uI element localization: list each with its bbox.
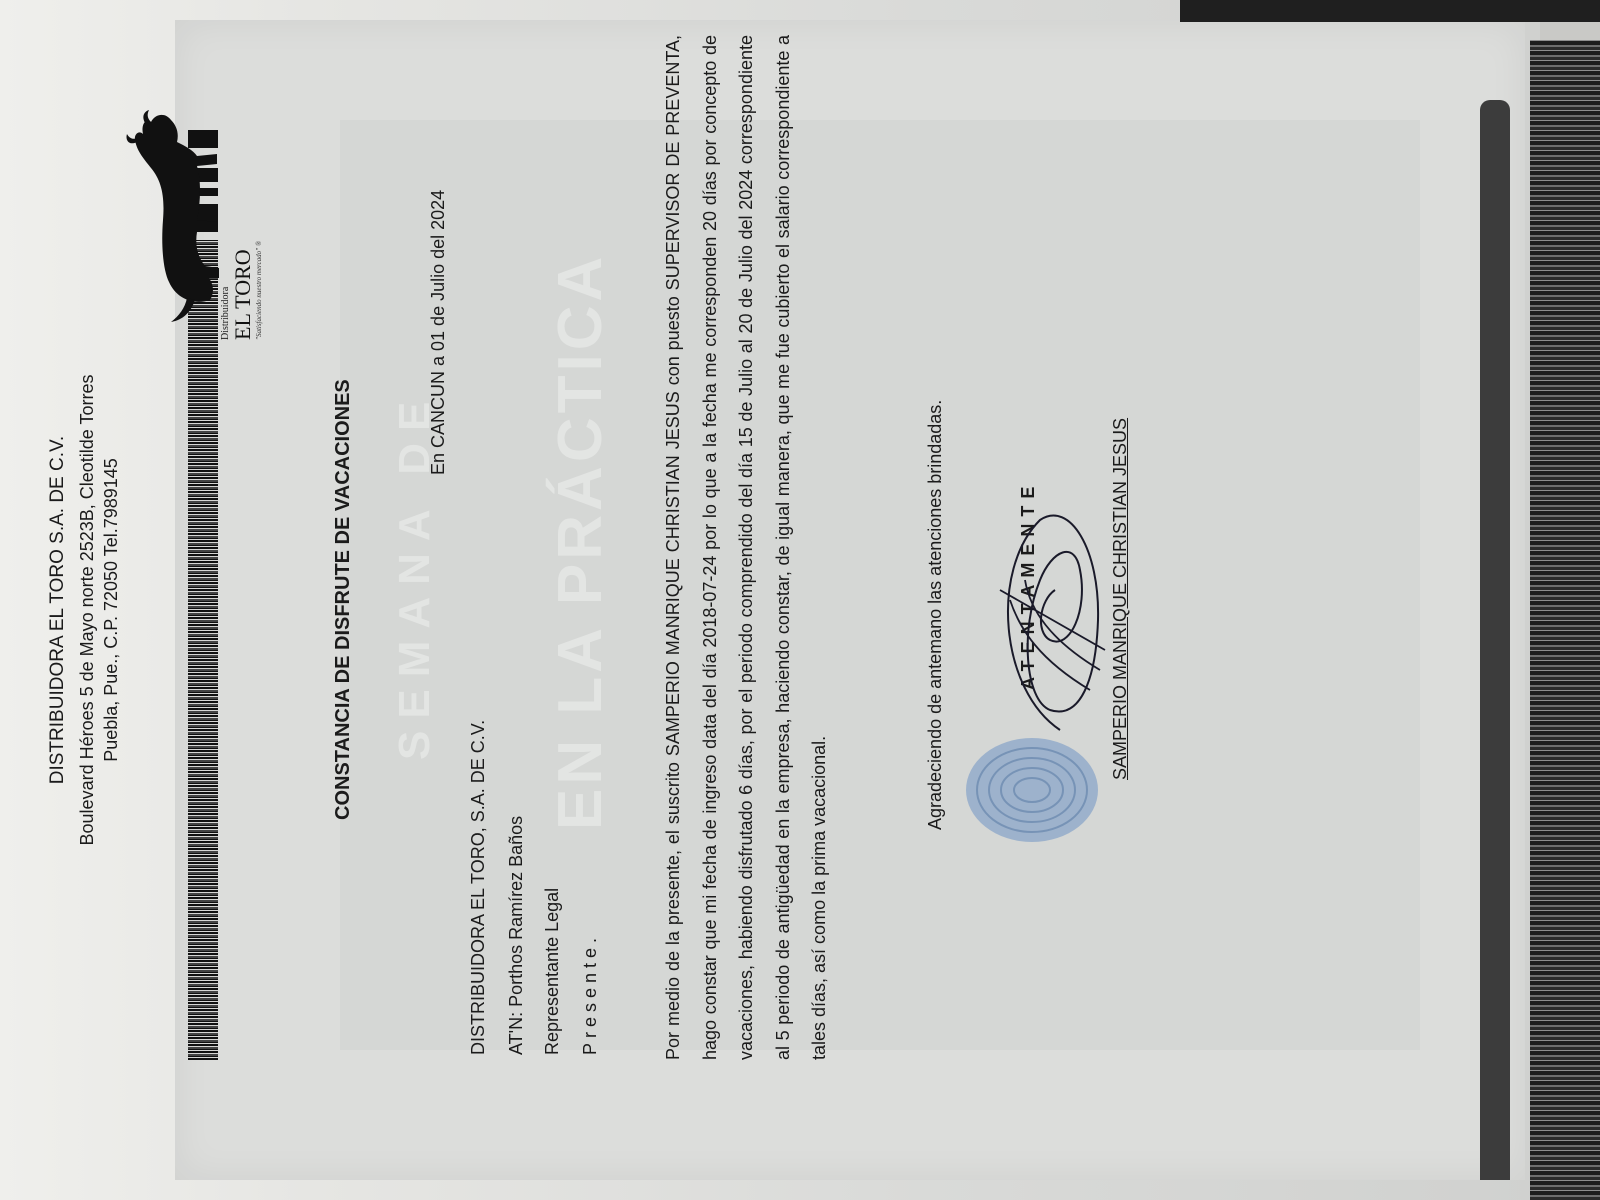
page-edge-band <box>1480 100 1510 1180</box>
underlying-printout-edge <box>1530 40 1600 1200</box>
recipient-company: DISTRIBUIDORA EL TORO, S.A. DE C.V. <box>468 719 488 1055</box>
logo-tagline: "Satisfaciendo nuestro mercado" ® <box>255 240 263 340</box>
recipient-attention: AT'N: Porthos Ramírez Baños <box>506 815 526 1055</box>
recipient-role: Representante Legal <box>542 887 562 1055</box>
watermark-line-2: EN LA PRÁCTICA <box>546 252 615 830</box>
logo-name: EL TORO <box>230 249 255 340</box>
dark-surface-strip <box>1180 0 1600 22</box>
signer-name: SAMPERIO MANRIQUE CHRISTIAN JESUS <box>1110 417 1130 780</box>
rotated-document <box>0 30 1240 1190</box>
document-title: CONSTANCIA DE DISFRUTE DE VACACIONES <box>332 379 354 820</box>
recipient-present: Presente. <box>580 932 600 1055</box>
watermark-line-1: SEMANA DE <box>390 389 439 760</box>
bull-icon <box>125 80 225 340</box>
handwritten-signature <box>980 500 1120 750</box>
company-name: DISTRIBUIDORA EL TORO S.A. DE C.V. <box>47 435 68 785</box>
barcode-bar <box>188 240 218 1060</box>
body-paragraph: Por medio de la presente, el suscrito SAMPERIO MANRIQUE CHRISTIAN JESUS con puesto SUPERVISOR DE PREVENTA, hago constar que mi fecha de ingreso data del día 2018-07-24 por lo que a la fecha me corresponden 20 días por concepto de vacaciones, habiendo disfrutado 6 días, por el periodo comprendido del día 15 de Julio al 20 de Julio del 2024 correspondiente al 5 periodo de antigüedad en la empresa, haciendo constar, de igual manera, que me fue cubierto el salario correspondiente a tales días, así como la prima vacacional. <box>663 35 829 1060</box>
company-address: Boulevard Héroes 5 de Mayo norte 2523B, Cleotilde Torres <box>77 374 97 846</box>
logo-small-text: Distribuidora <box>220 286 231 340</box>
closing-line: Agradeciendo de antemano las atenciones brindadas. <box>925 399 945 830</box>
company-logo <box>125 80 280 340</box>
company-city-phone: Puebla, Pue., C.P. 72050 Tel.7989145 <box>101 458 121 762</box>
date-line: En CANCUN a 01 de Julio del 2024 <box>428 189 448 475</box>
signature-label: ATENTAMENTE <box>1018 479 1038 690</box>
